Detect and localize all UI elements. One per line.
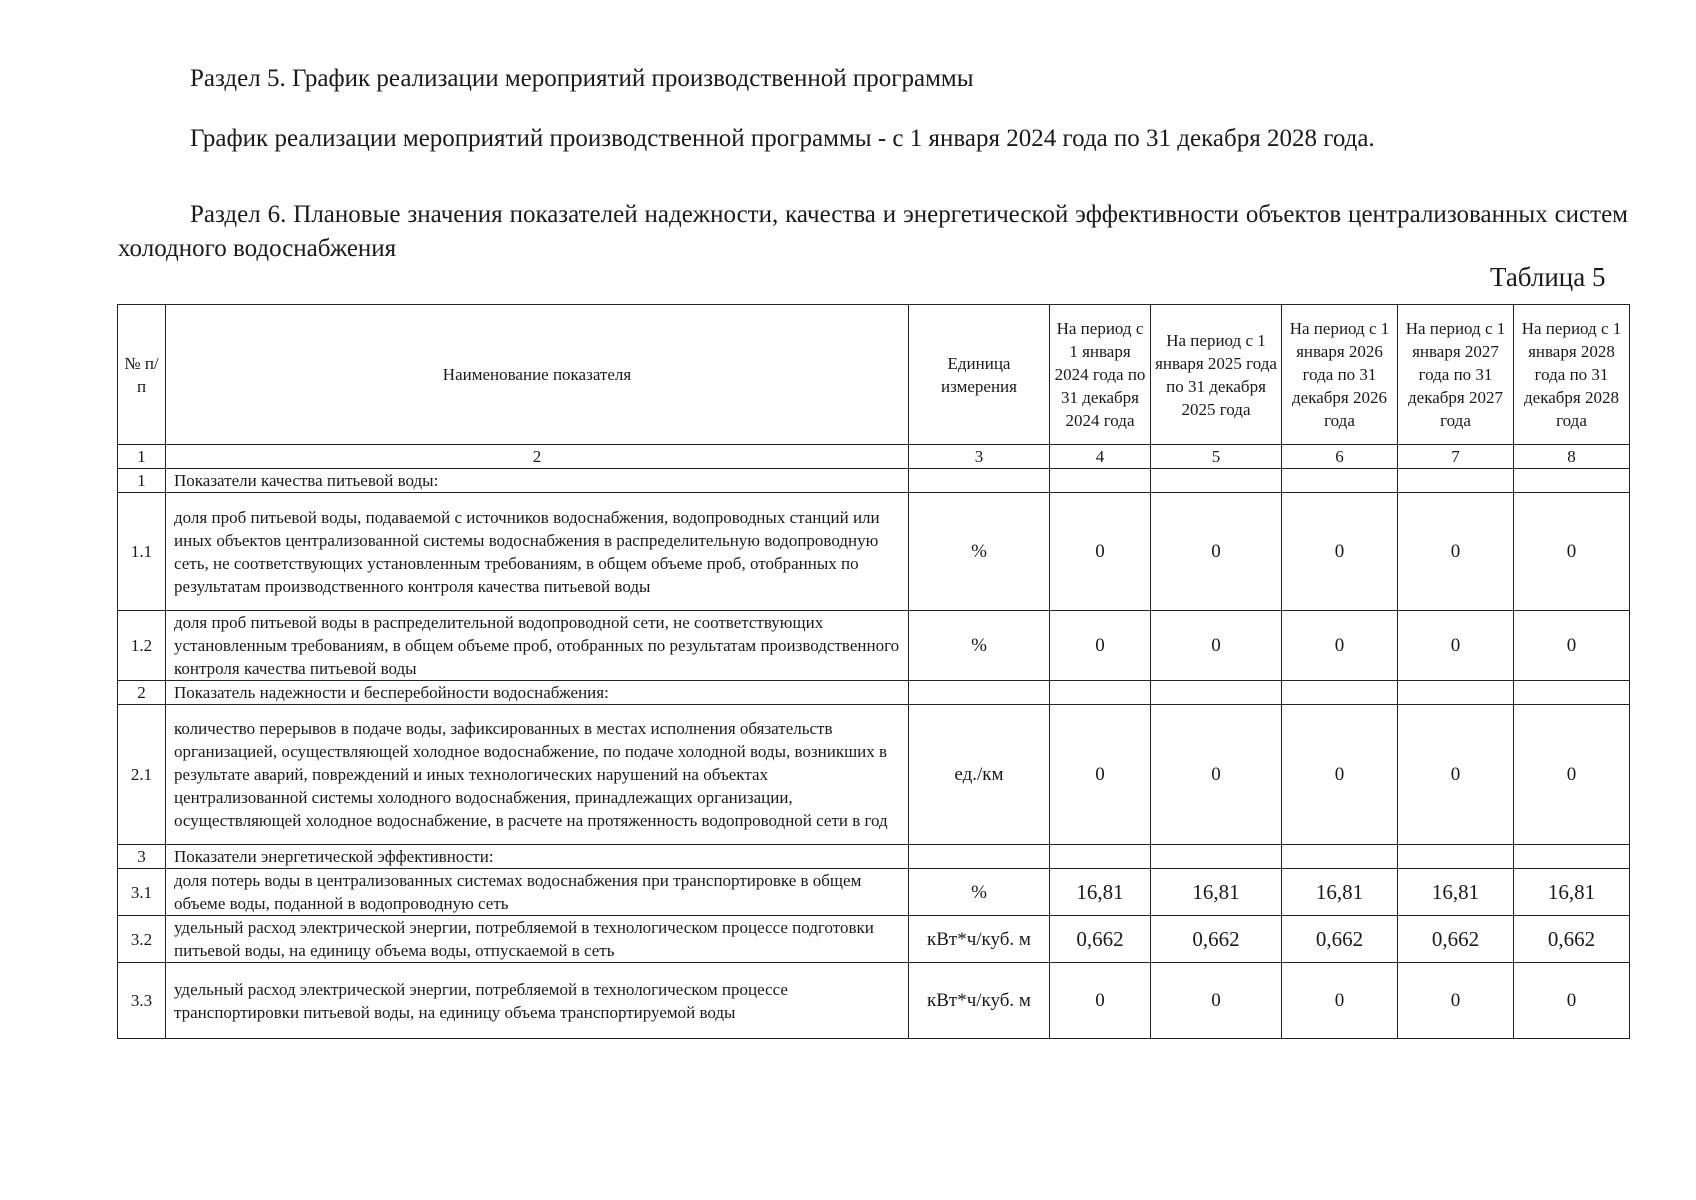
value-cell: 0 bbox=[1514, 705, 1630, 845]
value-cell: 0 bbox=[1050, 611, 1151, 681]
value-cell: 0,662 bbox=[1151, 916, 1282, 963]
section-5-heading: Раздел 5. График реализации мероприятий производственной программы bbox=[190, 65, 974, 92]
unit-cell bbox=[909, 681, 1050, 705]
header-period-2026: На период с 1 января 2026 года по 31 декабря 2026 года bbox=[1282, 305, 1398, 445]
value-cell bbox=[1050, 845, 1151, 869]
value-cell: 16,81 bbox=[1398, 869, 1514, 916]
column-numbers-row bbox=[118, 445, 1630, 469]
header-period-2025: На период с 1 января 2025 года по 31 декабря 2025 года bbox=[1151, 305, 1282, 445]
value-cell: 0 bbox=[1050, 493, 1151, 611]
value-cell bbox=[1151, 681, 1282, 705]
col-number: 5 bbox=[1151, 445, 1282, 469]
value-cell bbox=[1282, 845, 1398, 869]
table-row bbox=[118, 916, 1630, 963]
value-cell bbox=[1514, 845, 1630, 869]
header-unit: Единица измерения bbox=[909, 305, 1050, 445]
table-row bbox=[118, 469, 1630, 493]
row-number: 1.1 bbox=[118, 493, 166, 611]
value-cell: 0 bbox=[1398, 963, 1514, 1039]
indicator-name: удельный расход электрической энергии, потребляемой в технологическом процессе транспортировки питьевой воды, на единицу объема транспортируемой воды bbox=[166, 963, 909, 1039]
row-number: 3.1 bbox=[118, 869, 166, 916]
value-cell bbox=[1514, 681, 1630, 705]
indicator-name: доля проб питьевой воды в распределительной водопроводной сети, не соответствующих установленным требованиям, в общем объеме проб, отобранных по результатам производственного контроля качества питьевой воды bbox=[166, 611, 909, 681]
value-cell: 0 bbox=[1514, 493, 1630, 611]
row-number: 2.1 bbox=[118, 705, 166, 845]
group-title: Показатели качества питьевой воды: bbox=[166, 469, 909, 493]
table-row bbox=[118, 681, 1630, 705]
value-cell: 0,662 bbox=[1398, 916, 1514, 963]
row-number: 3 bbox=[118, 845, 166, 869]
header-period-2024: На период с 1 января 2024 года по 31 декабря 2024 года bbox=[1050, 305, 1151, 445]
row-number: 1 bbox=[118, 469, 166, 493]
value-cell bbox=[1050, 681, 1151, 705]
value-cell: 0 bbox=[1282, 963, 1398, 1039]
value-cell: 0 bbox=[1514, 611, 1630, 681]
table-row bbox=[118, 705, 1630, 845]
value-cell bbox=[1151, 469, 1282, 493]
value-cell: 0,662 bbox=[1282, 916, 1398, 963]
row-number: 2 bbox=[118, 681, 166, 705]
col-number: 6 bbox=[1282, 445, 1398, 469]
unit-cell: % bbox=[909, 493, 1050, 611]
header-name: Наименование показателя bbox=[166, 305, 909, 445]
value-cell bbox=[1050, 469, 1151, 493]
col-number: 2 bbox=[166, 445, 909, 469]
value-cell: 0 bbox=[1282, 705, 1398, 845]
col-number: 3 bbox=[909, 445, 1050, 469]
value-cell bbox=[1514, 469, 1630, 493]
group-title: Показатель надежности и бесперебойности водоснабжения: bbox=[166, 681, 909, 705]
value-cell: 0 bbox=[1151, 611, 1282, 681]
row-number: 3.2 bbox=[118, 916, 166, 963]
value-cell bbox=[1398, 845, 1514, 869]
unit-cell bbox=[909, 469, 1050, 493]
table-row bbox=[118, 845, 1630, 869]
col-number: 8 bbox=[1514, 445, 1630, 469]
value-cell: 0 bbox=[1282, 611, 1398, 681]
table-row bbox=[118, 869, 1630, 916]
indicators-table bbox=[117, 304, 1630, 1039]
value-cell: 0 bbox=[1050, 705, 1151, 845]
value-cell: 0 bbox=[1398, 705, 1514, 845]
value-cell: 0 bbox=[1050, 963, 1151, 1039]
header-period-2028: На период с 1 января 2028 года по 31 декабря 2028 года bbox=[1514, 305, 1630, 445]
unit-cell bbox=[909, 845, 1050, 869]
section-6-heading: Раздел 6. Плановые значения показателей надежности, качества и энергетической эффективности объектов централизованных систем холодного водоснабжения bbox=[118, 201, 1628, 262]
value-cell: 0,662 bbox=[1514, 916, 1630, 963]
col-number: 4 bbox=[1050, 445, 1151, 469]
table-row bbox=[118, 493, 1630, 611]
value-cell bbox=[1282, 469, 1398, 493]
table-caption: Таблица 5 bbox=[1490, 262, 1606, 292]
value-cell: 0 bbox=[1398, 611, 1514, 681]
indicator-name: доля потерь воды в централизованных системах водоснабжения при транспортировке в общем объеме воды, поданной в водопроводную сеть bbox=[166, 869, 909, 916]
header-period-2027: На период с 1 января 2027 года по 31 декабря 2027 года bbox=[1398, 305, 1514, 445]
unit-cell: кВт*ч/куб. м bbox=[909, 963, 1050, 1039]
value-cell: 0 bbox=[1398, 493, 1514, 611]
value-cell: 16,81 bbox=[1514, 869, 1630, 916]
unit-cell: ед./км bbox=[909, 705, 1050, 845]
schedule-text: График реализации мероприятий производственной программы - с 1 января 2024 года по 31 декабря 2028 года. bbox=[190, 125, 1375, 152]
indicator-name: доля проб питьевой воды, подаваемой с источников водоснабжения, водопроводных станций или иных объектов централизованной системы водоснабжения в распределительную водопроводную сеть, не соответствующих установленным требованиям, в общем объеме проб, отобранных по результатам производственного контроля качества питьевой воды bbox=[166, 493, 909, 611]
value-cell bbox=[1398, 681, 1514, 705]
header-num: № п/ п bbox=[118, 305, 166, 445]
header-row bbox=[118, 305, 1630, 445]
unit-cell: % bbox=[909, 611, 1050, 681]
value-cell: 0 bbox=[1151, 493, 1282, 611]
indicator-name: удельный расход электрической энергии, потребляемой в технологическом процессе подготовки питьевой воды, на единицу объема воды, отпускаемой в сеть bbox=[166, 916, 909, 963]
unit-cell: кВт*ч/куб. м bbox=[909, 916, 1050, 963]
value-cell bbox=[1398, 469, 1514, 493]
value-cell bbox=[1282, 681, 1398, 705]
value-cell: 0,662 bbox=[1050, 916, 1151, 963]
value-cell: 0 bbox=[1282, 493, 1398, 611]
table-row bbox=[118, 611, 1630, 681]
value-cell: 16,81 bbox=[1151, 869, 1282, 916]
value-cell: 0 bbox=[1151, 705, 1282, 845]
value-cell bbox=[1151, 845, 1282, 869]
value-cell: 16,81 bbox=[1050, 869, 1151, 916]
indicator-name: количество перерывов в подаче воды, зафиксированных в местах исполнения обязательств организацией, осуществляющей холодное водоснабжение, по подаче холодной воды, возникших в результате аварий, повреждений и иных технологических нарушений на объектах централизованной системы холодного водоснабжения, принадлежащих организации, осуществляющей холодное водоснабжение, в расчете на протяженность водопроводной сети в год bbox=[166, 705, 909, 845]
group-title: Показатели энергетической эффективности: bbox=[166, 845, 909, 869]
value-cell: 16,81 bbox=[1282, 869, 1398, 916]
col-number: 7 bbox=[1398, 445, 1514, 469]
unit-cell: % bbox=[909, 869, 1050, 916]
col-number: 1 bbox=[118, 445, 166, 469]
value-cell: 0 bbox=[1151, 963, 1282, 1039]
value-cell: 0 bbox=[1514, 963, 1630, 1039]
table-row bbox=[118, 963, 1630, 1039]
row-number: 3.3 bbox=[118, 963, 166, 1039]
row-number: 1.2 bbox=[118, 611, 166, 681]
